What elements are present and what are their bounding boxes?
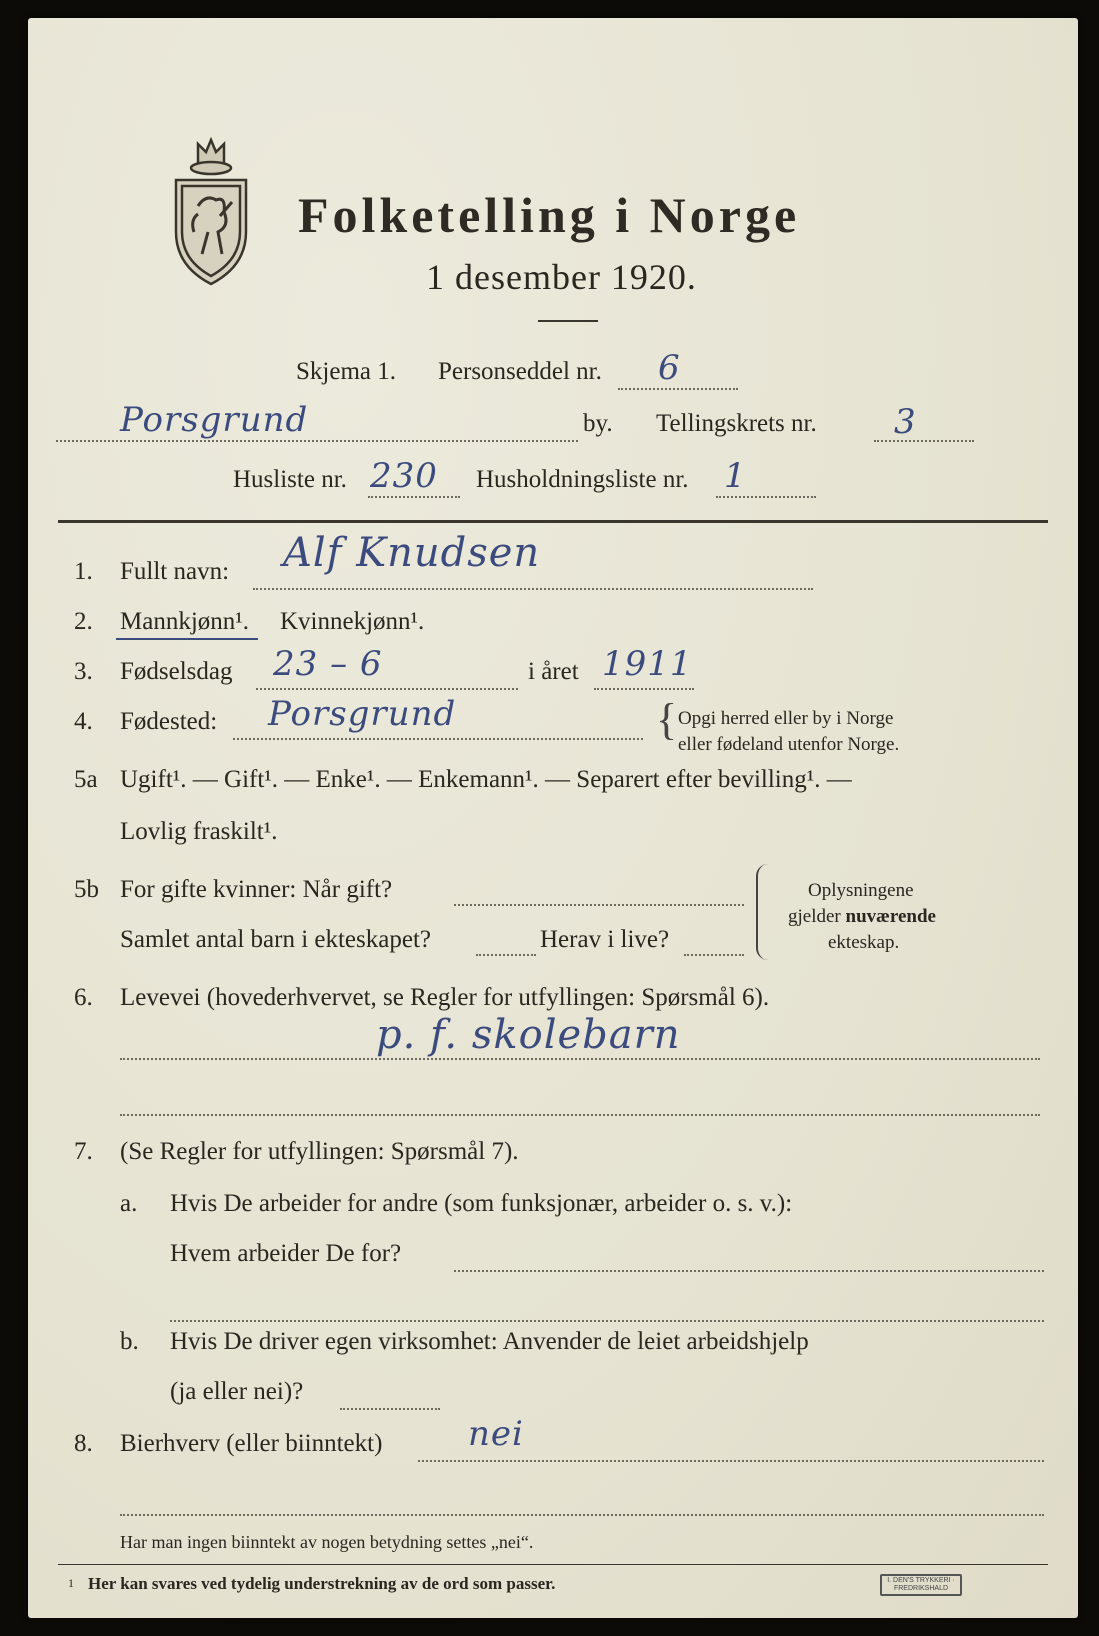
q6-occupation: p. f. skolebarn: [376, 1012, 681, 1058]
q2-number: 2.: [74, 608, 93, 635]
footnote-text: Her kan svares ved tydelig understrekning av de ord som passer.: [88, 1574, 556, 1593]
tellingskrets-value: 3: [894, 402, 917, 442]
q2-male-option: Mannkjønn¹.: [120, 608, 250, 635]
q2-male-underline: [116, 638, 258, 640]
printer-stamp: I. DEN'S TRYKKERI · FREDRIKSHALD: [880, 1574, 962, 1596]
q8-label: Bierhverv (eller biinntekt): [120, 1430, 383, 1457]
q4-note-line1: Opgi herred eller by i Norge: [678, 708, 894, 729]
form-title: Folketelling i Norge: [298, 187, 801, 243]
footer-note: Har man ingen biinntekt av nogen betydning settes „nei“.: [120, 1532, 534, 1552]
husholdningsliste-value: 1: [724, 456, 747, 496]
title-divider: [538, 320, 598, 322]
q5b-children-label: Samlet antal barn i ekteskapet?: [120, 926, 431, 953]
city-value: Porsgrund: [120, 400, 309, 440]
q5b-alive-label: Herav i live?: [540, 926, 670, 953]
q5b-note-line1: Oplysningene: [808, 880, 914, 901]
q3-birthdate: 23 – 6: [273, 644, 383, 684]
q5a-marital-options: Ugift¹. — Gift¹. — Enke¹. — Enkemann¹. — Separert efter bevilling¹. —: [120, 766, 852, 793]
q8-secondary-income: nei: [468, 1414, 524, 1454]
q2-female-option: Kvinnekjønn¹.: [280, 608, 425, 635]
q4-birthplace: Porsgrund: [268, 694, 457, 734]
q7a-letter: a.: [120, 1190, 138, 1217]
header-separator: [58, 520, 1048, 523]
q1-label: Fullt navn:: [120, 558, 230, 585]
q5b-line1: For gifte kvinner: Når gift?: [120, 876, 393, 903]
q7b-line1: Hvis De driver egen virksomhet: Anvender de leiet arbeidshjelp: [170, 1328, 809, 1355]
q3-label: Fødselsdag: [120, 658, 233, 685]
personseddel-label: Personseddel nr.: [438, 358, 602, 385]
q4-note-line2: eller fødeland utenfor Norge.: [678, 734, 900, 755]
by-label: by.: [583, 410, 613, 437]
q7b-letter: b.: [120, 1328, 139, 1355]
q5b-note-line3: ekteskap.: [828, 932, 900, 953]
q3-birth-year: 1911: [602, 644, 693, 684]
q5a-divorced-option: Lovlig fraskilt¹.: [120, 818, 278, 845]
q5a-number: 5a: [74, 766, 98, 793]
q6-number: 6.: [74, 984, 93, 1011]
census-form-sheet: Folketelling i Norge 1 desember 1920. Skjema 1. Personseddel nr. 6 Porsgrund by. Tellingskrets nr. 3 Husliste nr. 230 Husholdningsliste nr. 1 1. Fullt navn: Alf Knudsen 2. Mannkjønn¹. Kvinnekjønn¹. 3. Fødselsdag 23 – 6 i året 1911 4. Fødested: Porsgrund { Opgi herred eller by i Norge eller fødeland utenfor Norge. 5a Ugift¹. — Gift¹. — Enke¹. — Enkemann¹. — Separert efter bevilling¹. — Lovlig fraskilt¹. 5b For gifte kvinner: Når gift? Samlet antal barn i ekteskapet? Herav i live? Oplysningene gjelder nuværende ekteskap. 6. Levevei (hovederhvervet, se Regler for utfyllingen: Spørsmål 6). p. f. skolebarn 7. (Se Regler for utfyllingen: Spørsmål 7). a. Hvis De arbeider for andre (som funksjonær, arbeider o. s. v.): Hvem arbeider De for? b. Hvis De driver egen virksomhet: Anvender de leiet arbeidshjelp (ja eller nei)? 8. Bierhverv (eller biinntekt) nei Har man ingen biinntekt av nogen betydning settes „nei“. 1 Her kan svares ved tydelig understrekning av de ord som passer. I. DEN'S TRYKKERI · FREDRIKSHALD: [28, 18, 1078, 1618]
personseddel-value: 6: [658, 348, 681, 388]
q3-number: 3.: [74, 658, 93, 685]
footnote-mark: 1: [68, 1576, 74, 1590]
q5b-note-current: nuværende: [845, 906, 936, 927]
husliste-label: Husliste nr.: [233, 466, 347, 493]
q7a-line1: Hvis De arbeider for andre (som funksjonær, arbeider o. s. v.):: [170, 1190, 793, 1217]
tellingskrets-label: Tellingskrets nr.: [656, 410, 817, 437]
q8-number: 8.: [74, 1430, 93, 1457]
q5b-note-gjelder: gjelder: [788, 906, 841, 927]
husholdningsliste-label: Husholdningsliste nr.: [476, 466, 689, 493]
husliste-value: 230: [370, 456, 438, 496]
q6-label: Levevei (hovederhvervet, se Regler for utfyllingen: Spørsmål 6).: [120, 984, 770, 1011]
q3-year-label: i året: [528, 658, 579, 685]
q7b-line2: (ja eller nei)?: [170, 1378, 304, 1405]
q7-number: 7.: [74, 1138, 93, 1165]
norway-lion-crest-icon: [168, 136, 254, 288]
schema-label: Skjema 1.: [296, 358, 396, 385]
q4-number: 4.: [74, 708, 93, 735]
census-date: 1 desember 1920.: [426, 257, 697, 297]
q4-label: Fødested:: [120, 708, 218, 735]
q1-full-name: Alf Knudsen: [283, 530, 541, 576]
q7a-line2: Hvem arbeider De for?: [170, 1240, 402, 1267]
q7-label: (Se Regler for utfyllingen: Spørsmål 7).: [120, 1138, 519, 1165]
q5b-number: 5b: [74, 876, 99, 903]
q1-number: 1.: [74, 558, 93, 585]
